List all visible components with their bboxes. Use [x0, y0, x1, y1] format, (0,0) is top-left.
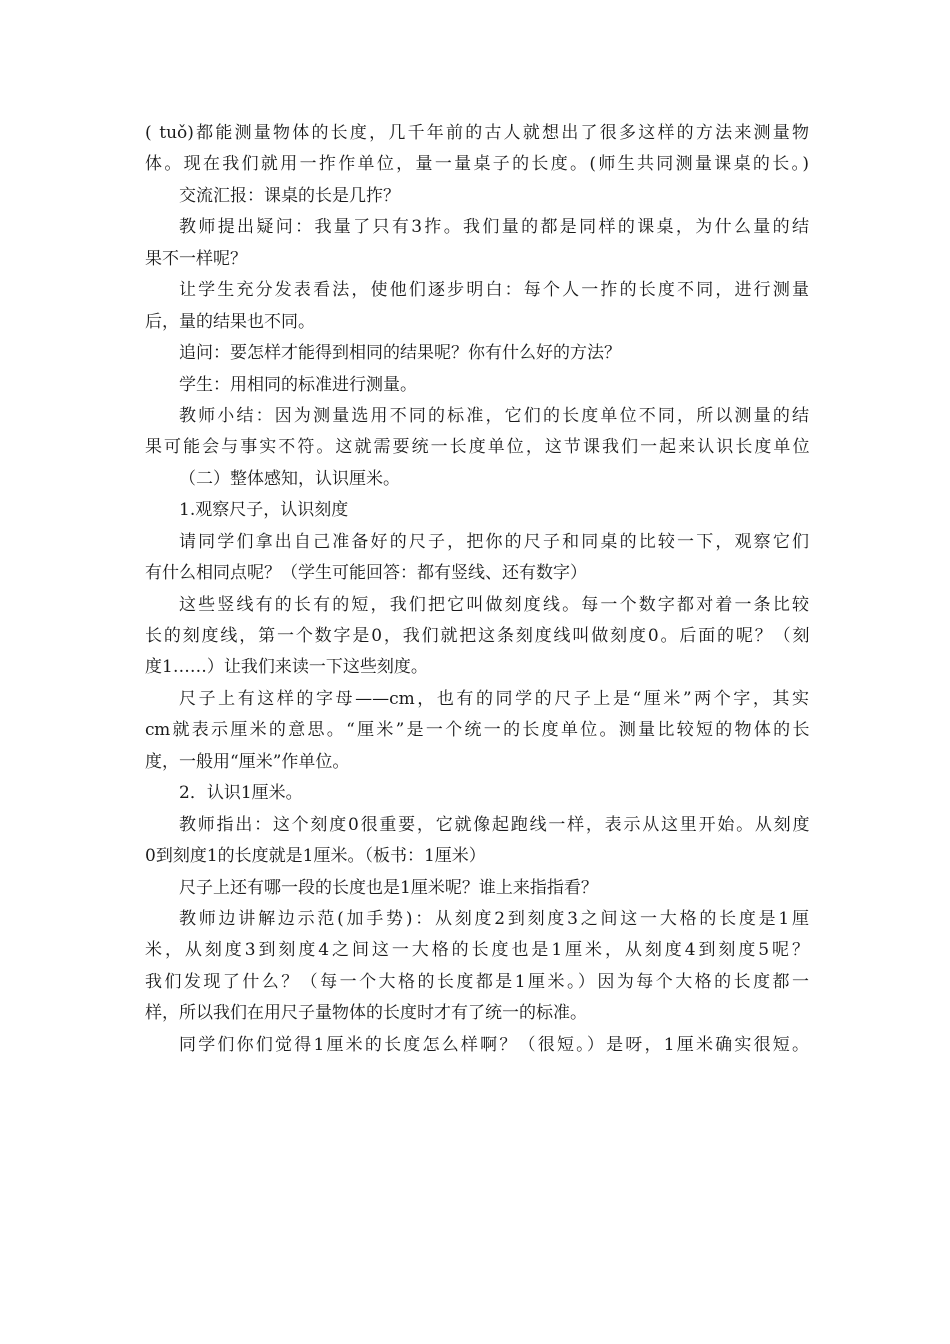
text-line: ( tuǒ)都能测量物体的长度，几千年前的古人就想出了很多这样的方法来测量物 — [145, 123, 809, 143]
text-line: 教师边讲解边示范(加手势)：从刻度2到刻度3之间这一大格的长度是1厘 — [179, 908, 809, 929]
text-line: 追问：要怎样才能得到相同的结果呢？你有什么好的方法？ — [179, 343, 621, 364]
text-line: 尺子上有这样的字母——cm，也有的同学的尺子上是“厘米”两个字，其实 — [179, 688, 809, 709]
text-line: 交流汇报：课桌的长是几拃？ — [179, 185, 400, 206]
text-line: 教师提出疑问：我量了只有3拃。我们量的都是同样的课桌，为什么量的结 — [179, 217, 809, 238]
text-line: 果可能会与事实不符。这就需要统一长度单位，这节课我们一起来认识长度单位 — [145, 437, 809, 458]
text-line: 教师指出：这个刻度0很重要，它就像起跑线一样，表示从这里开始。从刻度 — [179, 814, 809, 835]
text-line: 学生：用相同的标准进行测量。 — [179, 374, 417, 395]
text-line: 长的刻度线，第一个数字是0，我们就把这条刻度线叫做刻度0。后面的呢？（刻 — [145, 626, 809, 646]
text-line: 后，量的结果也不同。 — [145, 311, 315, 332]
text-line: 0到刻度1的长度就是1厘米。（板书：1厘米） — [145, 846, 486, 867]
text-line: 我们发现了什么？（每一个大格的长度都是1厘米。）因为每个大格的长度都一 — [145, 971, 809, 992]
text-line: cm就表示厘米的意思。“厘米”是一个统一的长度单位。测量比较短的物体的长 — [145, 720, 809, 741]
text-line: 果不一样呢？ — [145, 248, 247, 269]
document-page — [145, 118, 809, 1061]
section-heading: （二）整体感知，认识厘米。 — [179, 468, 400, 489]
text-line: 度，一般用“厘米”作单位。 — [145, 751, 350, 772]
text-line: 这些竖线有的长有的短，我们把它叫做刻度线。每一个数字都对着一条比较 — [179, 594, 809, 615]
subsection-heading: 1.观察尺子，认识刻度 — [179, 500, 349, 521]
text-line: 样，所以我们在用尺子量物体的长度时才有了统一的标准。 — [145, 1003, 587, 1024]
text-line: 尺子上还有哪一段的长度也是1厘米呢？谁上来指指看？ — [179, 877, 598, 898]
text-line: 有什么相同点呢？（学生可能回答：都有竖线、还有数字） — [145, 563, 587, 584]
text-line: 度1……）让我们来读一下这些刻度。 — [145, 657, 428, 678]
subsection-heading: 2．认识1厘米。 — [179, 783, 303, 804]
text-line: 请同学们拿出自己准备好的尺子，把你的尺子和同桌的比较一下，观察它们 — [179, 531, 809, 552]
text-line: 同学们你们觉得1厘米的长度怎么样啊？（很短。）是呀，1厘米确实很短。 — [179, 1034, 809, 1055]
text-line: 体。现在我们就用一拃作单位，量一量桌子的长度。(师生共同测量课桌的长。) — [145, 154, 809, 175]
text-line: 米，从刻度3到刻度4之间这一大格的长度也是1厘米，从刻度4到刻度5呢？ — [145, 940, 809, 961]
text-line: 教师小结：因为测量选用不同的标准，它们的长度单位不同，所以测量的结 — [179, 405, 809, 426]
text-line: 让学生充分发表看法，使他们逐步明白：每个人一拃的长度不同，进行测量 — [179, 280, 809, 301]
